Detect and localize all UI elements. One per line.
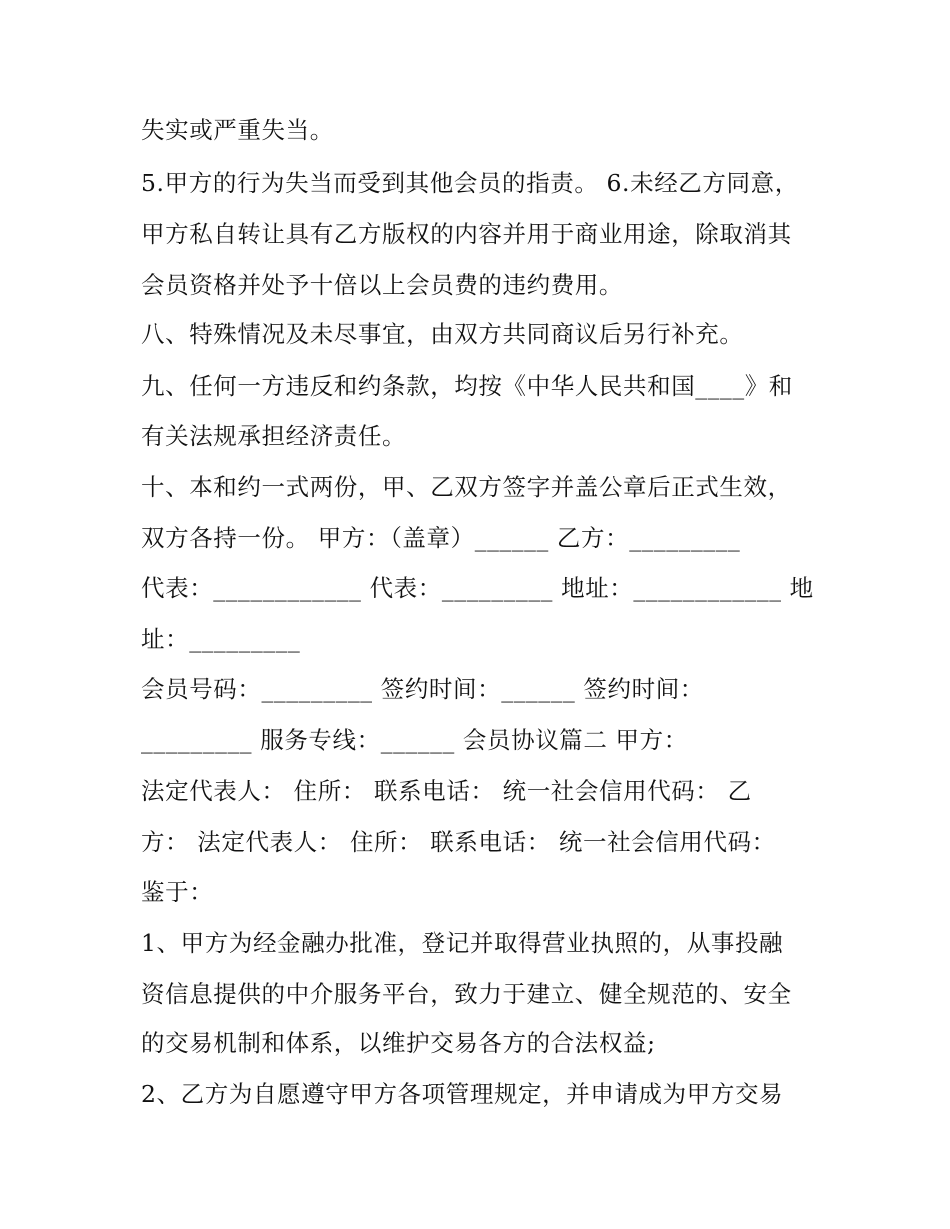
text-line: 会员号码：_________ 签约时间：______ 签约时间： (141, 675, 704, 703)
text-line: 失实或严重失当。 (141, 116, 334, 144)
text-line: 八、特殊情况及未尽事宜，由双方共同商议后另行补充。 (141, 320, 744, 348)
text-line: 方： 法定代表人： 住所： 联系电话： 统一社会信用代码： (141, 828, 776, 856)
text-line: 有关法规承担经济责任。 (141, 422, 407, 450)
text-line: 1、甲方为经金融办批准，登记并取得营业执照的，从事投融 (141, 929, 784, 957)
text-line: 的交易机制和体系，以维护交易各方的合法权益; (141, 1029, 656, 1057)
text-line: 5.甲方的行为失当而受到其他会员的指责。 6.未经乙方同意， (141, 169, 799, 197)
text-line: 代表：____________ 代表：_________ 地址：____________ 地 (141, 574, 814, 602)
text-line: 会员资格并处予十倍以上会员费的违约费用。 (141, 271, 623, 299)
text-line: 址：_________ (141, 625, 301, 653)
text-line: 双方各持一份。 甲方：（盖章）______ 乙方：_________ (141, 524, 741, 552)
text-line: 十、本和约一式两份，甲、乙双方签字并盖公章后正式生效， (141, 473, 792, 501)
text-line: 甲方私自转让具有乙方版权的内容并用于商业用途，除取消其 (141, 220, 792, 248)
text-line: 法定代表人： 住所： 联系电话： 统一社会信用代码： 乙 (141, 777, 752, 805)
text-line: 九、任何一方违反和约条款，均按《中华人民共和国____》和 (141, 372, 793, 400)
text-line: 资信息提供的中介服务平台，致力于建立、健全规范的、安全 (141, 980, 792, 1008)
text-line: 2、乙方为自愿遵守甲方各项管理规定，并申请成为甲方交易 (141, 1080, 784, 1108)
text-line: 鉴于： (141, 878, 214, 906)
text-line: _________ 服务专线：______ 会员协议篇二 甲方： (141, 726, 688, 754)
